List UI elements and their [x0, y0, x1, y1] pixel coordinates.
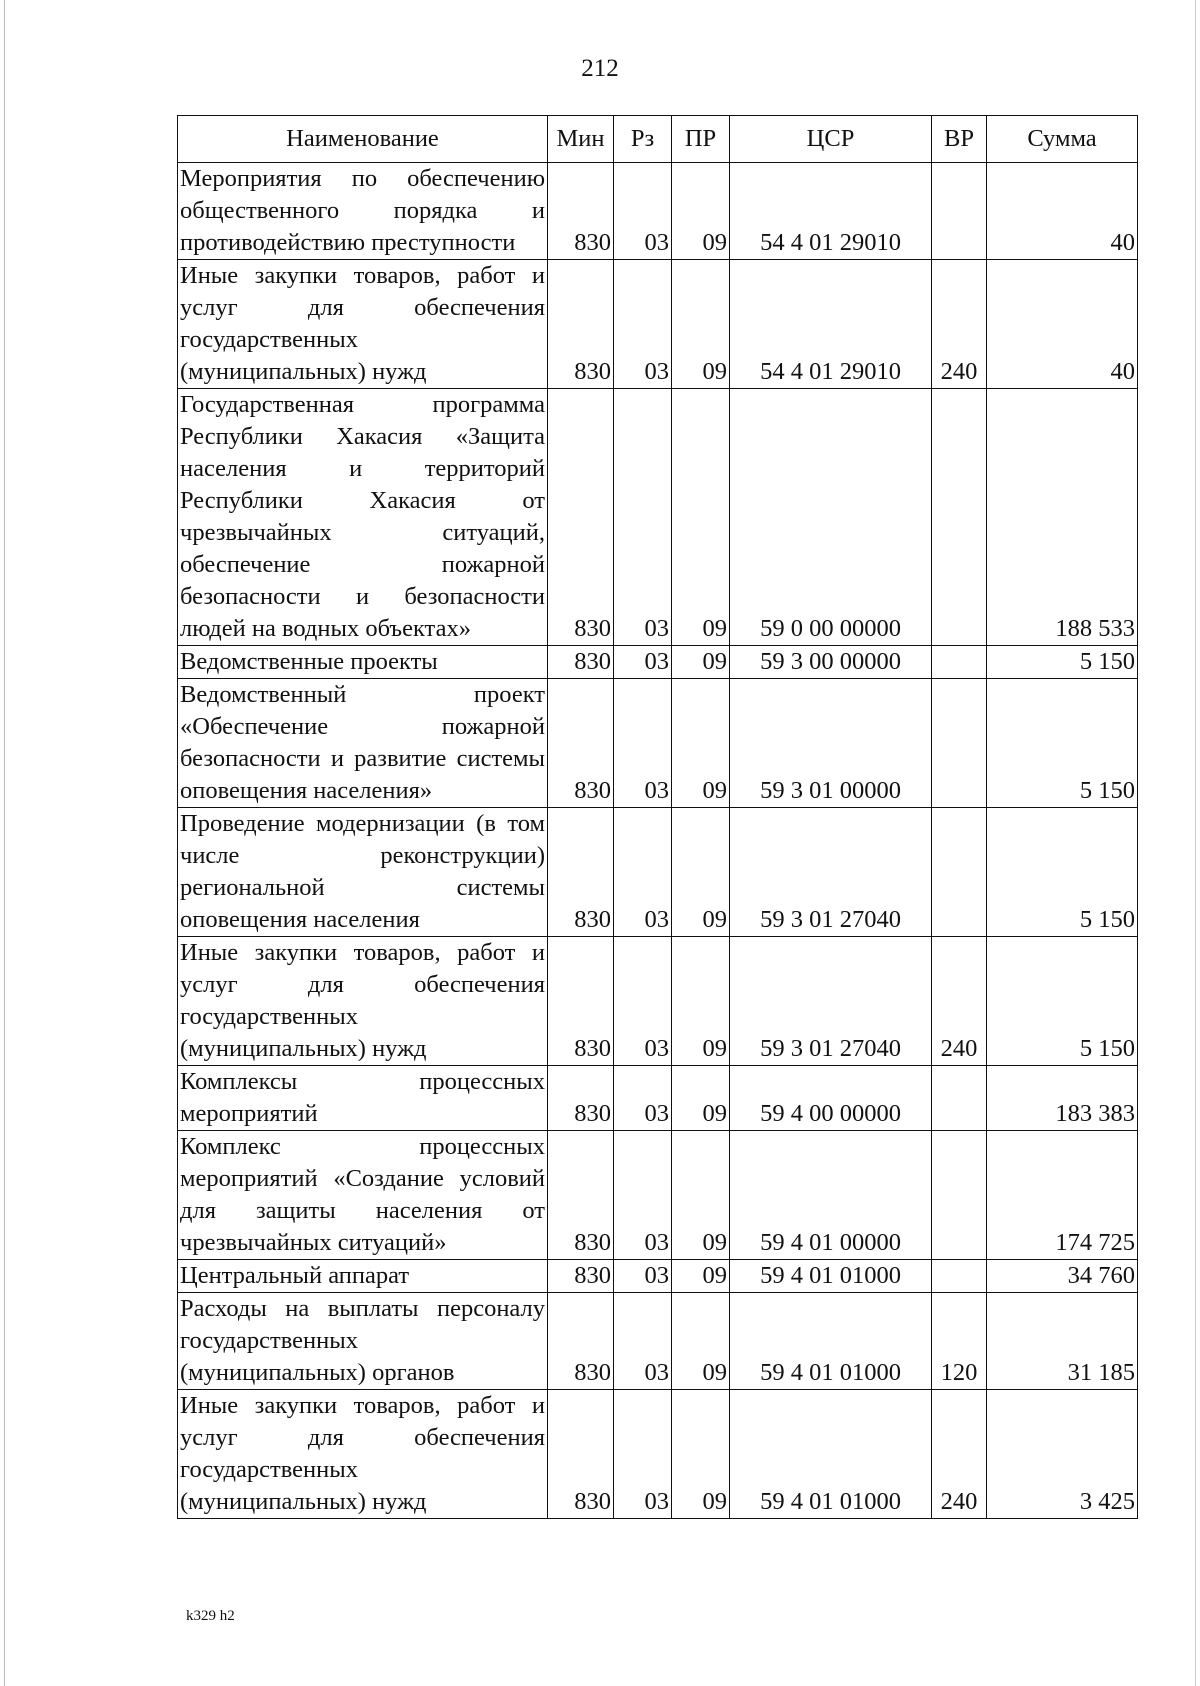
cell-name: Комплекс процессных мероприятий «Создание условий для защиты населения от чрезвычайных ситуаций»	[178, 1131, 548, 1260]
cell-csr: 59 3 01 27040	[730, 937, 932, 1066]
cell-name: Центральный аппарат	[178, 1260, 548, 1293]
cell-vr	[932, 389, 987, 646]
cell-sum: 40	[987, 260, 1138, 389]
table-body	[178, 163, 1138, 1519]
cell-csr: 54 4 01 29010	[730, 260, 932, 389]
cell-min: 830	[548, 389, 614, 646]
table-row	[178, 808, 1138, 937]
cell-vr	[932, 808, 987, 937]
cell-csr: 59 4 01 01000	[730, 1293, 932, 1390]
cell-rz: 03	[614, 679, 672, 808]
cell-pr: 09	[672, 808, 730, 937]
table-row	[178, 389, 1138, 646]
table-header-row	[178, 116, 1138, 163]
footer-code: k329 h2	[186, 1608, 235, 1624]
cell-name: Ведомственный проект «Обеспечение пожарной безопасности и развитие системы оповещения населения»	[178, 679, 548, 808]
cell-csr: 59 3 01 27040	[730, 808, 932, 937]
cell-rz: 03	[614, 1131, 672, 1260]
table-row	[178, 260, 1138, 389]
cell-sum: 3 425	[987, 1390, 1138, 1519]
scan-edge-left	[4, 0, 5, 1686]
table-row	[178, 1260, 1138, 1293]
cell-csr: 59 4 01 00000	[730, 1131, 932, 1260]
table-row	[178, 1293, 1138, 1390]
header-csr: ЦСР	[730, 116, 932, 163]
cell-name: Иные закупки товаров, работ и услуг для обеспечения государственных (муниципальных) нужд	[178, 260, 548, 389]
table-row	[178, 1390, 1138, 1519]
cell-csr: 59 4 00 00000	[730, 1066, 932, 1131]
cell-min: 830	[548, 163, 614, 260]
cell-name: Мероприятия по обеспечению общественного порядка и противодействию преступности	[178, 163, 548, 260]
cell-name: Иные закупки товаров, работ и услуг для обеспечения государственных (муниципальных) нужд	[178, 1390, 548, 1519]
cell-vr: 240	[932, 260, 987, 389]
cell-vr: 240	[932, 937, 987, 1066]
header-rz: Рз	[614, 116, 672, 163]
cell-pr: 09	[672, 1066, 730, 1131]
cell-min: 830	[548, 1131, 614, 1260]
cell-vr	[932, 163, 987, 260]
cell-name: Государственная программа Республики Хакасия «Защита населения и территорий Республики Хакасия от чрезвычайных ситуаций, обеспечение пожарной безопасности и безопасности людей на водных объектах»	[178, 389, 548, 646]
cell-vr: 120	[932, 1293, 987, 1390]
cell-sum: 40	[987, 163, 1138, 260]
cell-rz: 03	[614, 937, 672, 1066]
table-row	[178, 679, 1138, 808]
cell-name: Иные закупки товаров, работ и услуг для обеспечения государственных (муниципальных) нужд	[178, 937, 548, 1066]
cell-min: 830	[548, 808, 614, 937]
cell-csr: 54 4 01 29010	[730, 163, 932, 260]
cell-vr: 240	[932, 1390, 987, 1519]
cell-pr: 09	[672, 1260, 730, 1293]
cell-min: 830	[548, 679, 614, 808]
cell-pr: 09	[672, 260, 730, 389]
cell-csr: 59 0 00 00000	[730, 389, 932, 646]
cell-name: Проведение модернизации (в том числе реконструкции) региональной системы оповещения населения	[178, 808, 548, 937]
cell-csr: 59 3 01 00000	[730, 679, 932, 808]
table-row	[178, 646, 1138, 679]
cell-pr: 09	[672, 163, 730, 260]
table-row	[178, 937, 1138, 1066]
cell-sum: 5 150	[987, 937, 1138, 1066]
cell-min: 830	[548, 1390, 614, 1519]
cell-rz: 03	[614, 260, 672, 389]
cell-rz: 03	[614, 1260, 672, 1293]
header-name: Наименование	[178, 116, 548, 163]
cell-pr: 09	[672, 1131, 730, 1260]
table-row	[178, 1066, 1138, 1131]
header-min: Мин	[548, 116, 614, 163]
cell-sum: 183 383	[987, 1066, 1138, 1131]
cell-rz: 03	[614, 808, 672, 937]
header-sum: Сумма	[987, 116, 1138, 163]
cell-csr: 59 3 00 00000	[730, 646, 932, 679]
budget-table	[177, 115, 1138, 1519]
cell-vr	[932, 1066, 987, 1131]
table-row	[178, 1131, 1138, 1260]
cell-sum: 5 150	[987, 679, 1138, 808]
header-vr: ВР	[932, 116, 987, 163]
cell-sum: 5 150	[987, 808, 1138, 937]
cell-sum: 188 533	[987, 389, 1138, 646]
cell-min: 830	[548, 1260, 614, 1293]
cell-csr: 59 4 01 01000	[730, 1390, 932, 1519]
page-number: 212	[581, 55, 619, 82]
cell-vr	[932, 646, 987, 679]
cell-pr: 09	[672, 1390, 730, 1519]
cell-csr: 59 4 01 01000	[730, 1260, 932, 1293]
scan-edge-right	[1195, 0, 1196, 1686]
cell-sum: 5 150	[987, 646, 1138, 679]
cell-rz: 03	[614, 1293, 672, 1390]
cell-rz: 03	[614, 1066, 672, 1131]
cell-min: 830	[548, 1066, 614, 1131]
cell-vr	[932, 679, 987, 808]
header-pr: ПР	[672, 116, 730, 163]
cell-vr	[932, 1131, 987, 1260]
cell-name: Комплексы процессных мероприятий	[178, 1066, 548, 1131]
cell-pr: 09	[672, 389, 730, 646]
cell-sum: 34 760	[987, 1260, 1138, 1293]
cell-name: Ведомственные проекты	[178, 646, 548, 679]
cell-min: 830	[548, 260, 614, 389]
cell-sum: 31 185	[987, 1293, 1138, 1390]
cell-pr: 09	[672, 679, 730, 808]
cell-pr: 09	[672, 937, 730, 1066]
cell-vr	[932, 1260, 987, 1293]
cell-rz: 03	[614, 646, 672, 679]
cell-rz: 03	[614, 163, 672, 260]
cell-pr: 09	[672, 1293, 730, 1390]
cell-sum: 174 725	[987, 1131, 1138, 1260]
cell-min: 830	[548, 646, 614, 679]
cell-min: 830	[548, 937, 614, 1066]
cell-rz: 03	[614, 389, 672, 646]
cell-name: Расходы на выплаты персоналу государственных (муниципальных) органов	[178, 1293, 548, 1390]
cell-min: 830	[548, 1293, 614, 1390]
cell-rz: 03	[614, 1390, 672, 1519]
cell-pr: 09	[672, 646, 730, 679]
table-row	[178, 163, 1138, 260]
